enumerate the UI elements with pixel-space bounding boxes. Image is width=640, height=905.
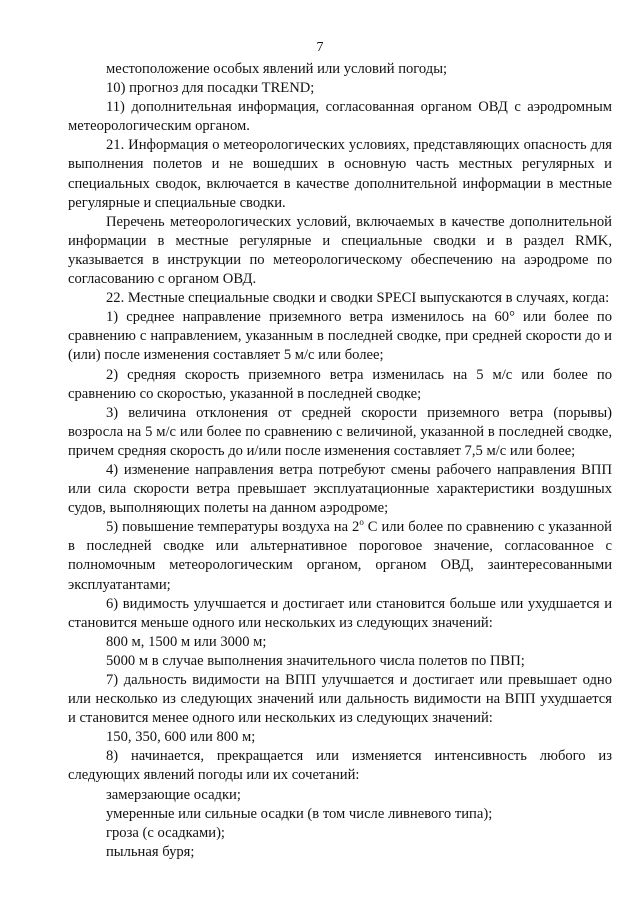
phenomenon-thunderstorm: гроза (с осадками); bbox=[106, 824, 225, 841]
list-item-5 bbox=[68, 518, 612, 594]
document-body bbox=[68, 60, 612, 862]
rvr-values: 150, 350, 600 или 800 м; bbox=[106, 729, 256, 746]
paragraph-21: 21. Информация о метеорологических условиях, представляющих опасность для выполнения полетов и не вошедших в основную часть местных регулярных и специальных сводок, включается в качестве дополнительной информации в местные регулярные и специальные сводки. bbox=[68, 137, 612, 211]
list-item-10: 10) прогноз для посадки TREND; bbox=[106, 80, 315, 97]
phenomenon-freezing: замерзающие осадки; bbox=[106, 786, 241, 803]
paragraph-22: 22. Местные специальные сводки и сводки SPECI выпускаются в случаях, когда: bbox=[106, 290, 610, 307]
list-item-11: 11) дополнительная информация, согласованная органом ОВД с аэродромным метеорологическим органом. bbox=[68, 99, 612, 135]
list-item-7: 7) дальность видимости на ВПП улучшается и достигает или превышает одно или несколько из следующих значений или дальность видимости на ВПП ухудшается и становится менее одного или нескольких из следующих значений: bbox=[68, 672, 612, 727]
page-number: 7 bbox=[316, 40, 324, 55]
visibility-values-1: 800 м, 1500 м или 3000 м; bbox=[106, 633, 267, 650]
list-item-5-start: 5) повышение температуры воздуха на 2 bbox=[106, 519, 360, 536]
list-item-8: 8) начинается, прекращается или изменяется интенсивность любого из следующих явлений погоды или их сочетаний: bbox=[68, 748, 612, 784]
list-item-5-rest: С или более по сравнению с указанной в последней сводке или альтернативное пороговое значение, согласованное с полномочным метеорологическим органом, органом ОВД, заинтересованными эксплуатантами; bbox=[68, 519, 612, 593]
list-item-4: 4) изменение направления ветра потребуют смены рабочего направления ВПП или сила скорости ветра превышает эксплуатационные характеристики воздушных судов, выполняющих полеты на данном аэродроме; bbox=[68, 461, 612, 517]
degree-mark: о bbox=[359, 517, 364, 528]
list-item-6: 6) видимость улучшается и достигает или становится больше или ухудшается и становится меньше одного или нескольких из следующих значений: bbox=[68, 595, 612, 631]
list-item-1: 1) среднее направление приземного ветра изменилось на 60° или более по сравнению с направлением, указанным в последней сводке, при средней скорости до и (или) после изменения составляет 5 м/с или более; bbox=[68, 309, 612, 364]
list-item-2: 2) средняя скорость приземного ветра изменилась на 5 м/с или более по сравнению со скоростью, указанной в последней сводке; bbox=[68, 366, 612, 402]
phenomenon-duststorm: пыльная буря; bbox=[106, 843, 195, 860]
paragraph-continuation: местоположение особых явлений или условий погоды; bbox=[106, 61, 448, 77]
visibility-values-2: 5000 м в случае выполнения значительного числа полетов по ПВП; bbox=[106, 652, 525, 669]
phenomenon-precip: умеренные или сильные осадки (в том числе ливневого типа); bbox=[106, 805, 493, 822]
paragraph-rmk-list: Перечень метеорологических условий, включаемых в качестве дополнительной информации в местные регулярные и специальные сводки и в раздел RMK, указывается в инструкции по метеорологическому обеспечению на аэродроме по согласованию с органом ОВД. bbox=[68, 213, 612, 288]
list-item-3: 3) величина отклонения от средней скорости приземного ветра (порывы) возросла на 5 м/с или более по сравнению с величиной, указанной в последней сводке, причем средняя скорость до и/или после изменения составляет 7,5 м/с или более; bbox=[68, 404, 612, 459]
